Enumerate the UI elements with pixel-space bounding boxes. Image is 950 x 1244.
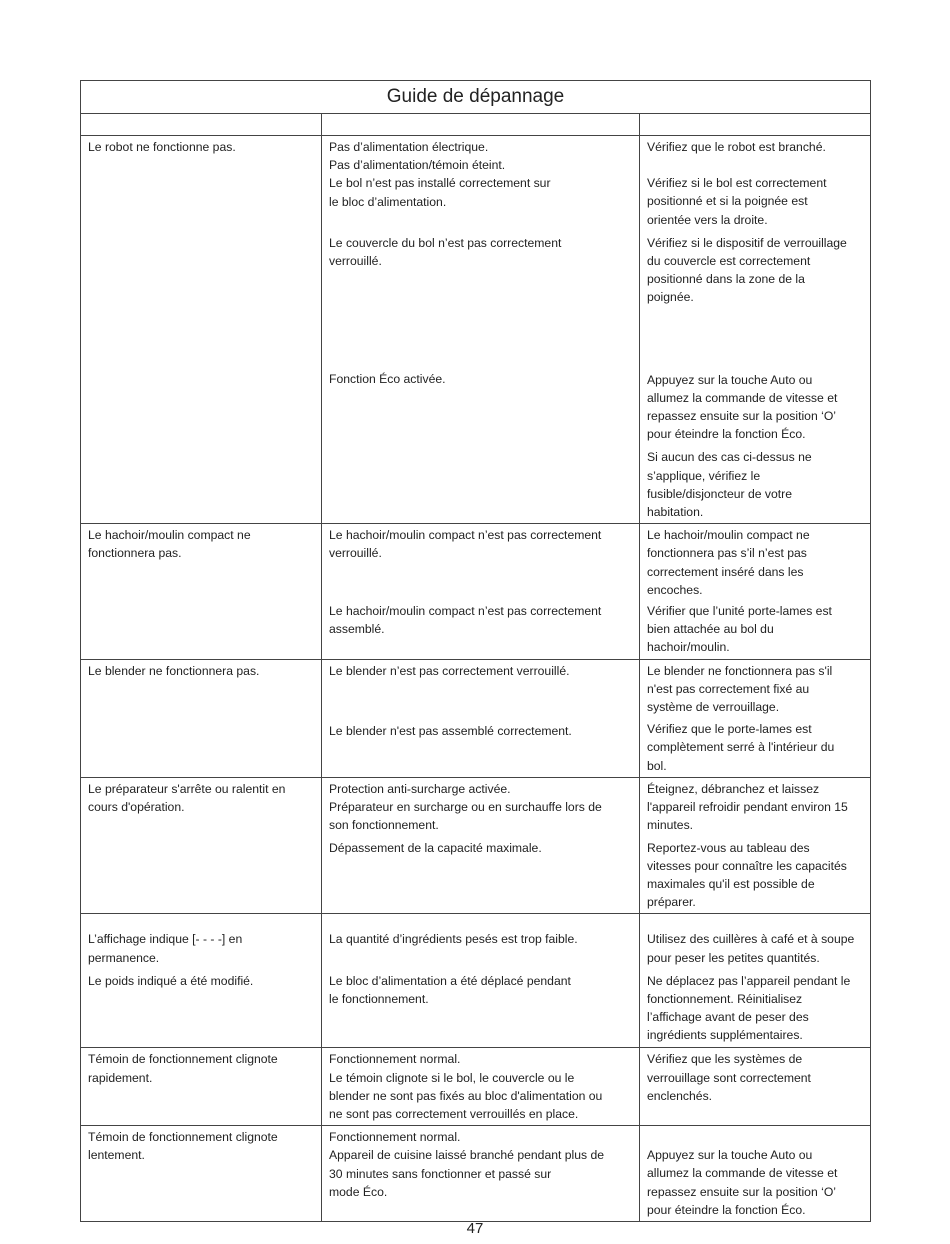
cause-text: Fonctionnement normal. Appareil de cuisine laissé branché pendant plus de 30 minutes sans fonctionner et passé sur mode Éco.: [329, 1130, 605, 1199]
solution-cell: [640, 136, 871, 524]
problem-cell: [81, 1126, 322, 1222]
problem-cell: [81, 777, 322, 913]
solution-cell: [640, 1126, 871, 1222]
title-row: [81, 81, 871, 114]
cause-cell: [322, 524, 640, 659]
problem-cell: [81, 659, 322, 777]
solution-cell: [640, 659, 871, 777]
cause-text: Protection anti-surcharge activée. Préparateur en surcharge ou en surchauffe lors de son fonctionnement.: [329, 781, 602, 833]
solution-text: Ne déplacez pas l’appareil pendant le fonctionnement. Réinitialisez l’affichage avant de peser des ingrédients supplémentaires.: [647, 973, 851, 1043]
solution-text: Vérifiez si le dispositif de verrouillage du couvercle est correctement positionné dans la zone de la poignée.: [647, 235, 847, 305]
solution-text: Le hachoir/moulin compact ne fonctionnera pas s’il n’est pas correctement inséré dans les encoches.: [647, 528, 810, 597]
troubleshooting-table: [80, 80, 871, 1222]
cause-text: Le couvercle du bol n’est pas correctement verrouillé.: [329, 235, 562, 269]
problem-text: Le blender ne fonctionnera pas.: [88, 663, 260, 678]
page-title: Guide de dépannage: [81, 81, 871, 114]
problem-text: Le préparateur s'arrête ou ralentit en cours d'opération.: [88, 781, 286, 815]
header-blank-row: [81, 114, 871, 136]
cause-text: Fonctionnement normal. Le témoin clignote si le bol, le couvercle ou le blender ne sont pas fixés au bloc d'alimentation ou ne sont pas correctement verrouillés en place.: [329, 1052, 603, 1121]
table-row: [81, 914, 871, 1048]
solution-text: Vérifiez que les systèmes de verrouillage sont correctement enclenchés.: [647, 1052, 811, 1103]
cause-text: Le bloc d’alimentation a été déplacé pendant le fonctionnement.: [329, 973, 571, 1006]
solution-text: Appuyez sur la touche Auto ou allumez la commande de vitesse et repassez ensuite sur la position ‘O’ pour éteindre la fonction Éco.: [647, 372, 838, 442]
problem-cell: [81, 524, 322, 659]
cause-text: Dépassement de la capacité maximale.: [329, 840, 542, 855]
cause-text: Le blender n'est pas assemblé correctement.: [329, 723, 572, 738]
cause-text: Le blender n’est pas correctement verrouillé.: [329, 663, 570, 678]
blank-cell: [640, 114, 871, 136]
solution-text: Vérifiez que le robot est branché.: [647, 140, 826, 154]
cause-text: La quantité d’ingrédients pesés est trop faible.: [329, 932, 578, 947]
solution-text: Vérifiez que le porte-lames est complètement serré à l'intérieur du bol.: [647, 722, 835, 773]
table-row: [81, 524, 871, 659]
solution-text: Vérifier que l’unité porte-lames est bien attachée au bol du hachoir/moulin.: [647, 604, 832, 655]
cause-cell: [322, 1126, 640, 1222]
solution-text: Utilisez des cuillères à café et à soupe pour peser les petites quantités.: [647, 932, 855, 965]
cause-cell: [322, 914, 640, 1048]
problem-cell: [81, 914, 322, 1048]
solution-text: Si aucun des cas ci-dessus ne s’applique, vérifiez le fusible/disjoncteur de votre habitation.: [647, 450, 812, 520]
table-row: [81, 777, 871, 913]
table-row: [81, 1126, 871, 1222]
solution-cell: [640, 914, 871, 1048]
page-number: 47: [466, 1220, 484, 1237]
cause-text: Le hachoir/moulin compact n’est pas correctement assemblé.: [329, 603, 602, 636]
solution-cell: [640, 777, 871, 913]
table-row: [81, 659, 871, 777]
solution-text: Vérifiez si le bol est correctement positionné et si la poignée est orientée vers la droite.: [647, 176, 827, 227]
solution-text: Reportez-vous au tableau des vitesses pour connaître les capacités maximales qu'il est possible de préparer.: [647, 840, 847, 910]
cause-cell: [322, 777, 640, 913]
cause-cell: [322, 136, 640, 524]
cause-text: Le hachoir/moulin compact n’est pas correctement verrouillé.: [329, 528, 602, 561]
problem-text: L’affichage indique [- - - -] en permanence.: [88, 932, 243, 965]
problem-text: Témoin de fonctionnement clignote rapidement.: [88, 1052, 278, 1085]
solution-text: Appuyez sur la touche Auto ou allumez la commande de vitesse et repassez ensuite sur la position ‘O’ pour éteindre la fonction Éco.: [647, 1148, 838, 1217]
cause-cell: [322, 659, 640, 777]
solution-cell: [640, 1048, 871, 1126]
solution-cell: [640, 524, 871, 659]
problem-text: Témoin de fonctionnement clignote lentement.: [88, 1130, 278, 1163]
cause-text: Pas d’alimentation électrique. Pas d’alimentation/témoin éteint. Le bol n’est pas installé correctement sur le bloc d’alimentation.: [329, 140, 551, 209]
table-row: [81, 1048, 871, 1126]
cause-text: Fonction Éco activée.: [329, 372, 446, 387]
problem-text: Le poids indiqué a été modifié.: [88, 973, 254, 988]
blank-cell: [81, 114, 322, 136]
blank-cell: [322, 114, 640, 136]
problem-cell: [81, 136, 322, 524]
cause-cell: [322, 1048, 640, 1126]
problem-text: Le robot ne fonctionne pas.: [88, 140, 236, 154]
problem-cell: [81, 1048, 322, 1126]
table-row: [81, 136, 871, 524]
solution-text: Éteignez, débranchez et laissez l'appareil refroidir pendant environ 15 minutes.: [647, 781, 848, 833]
solution-text: Le blender ne fonctionnera pas s'il n'est pas correctement fixé au système de verrouillage.: [647, 663, 833, 715]
problem-text: Le hachoir/moulin compact ne fonctionnera pas.: [88, 528, 251, 561]
